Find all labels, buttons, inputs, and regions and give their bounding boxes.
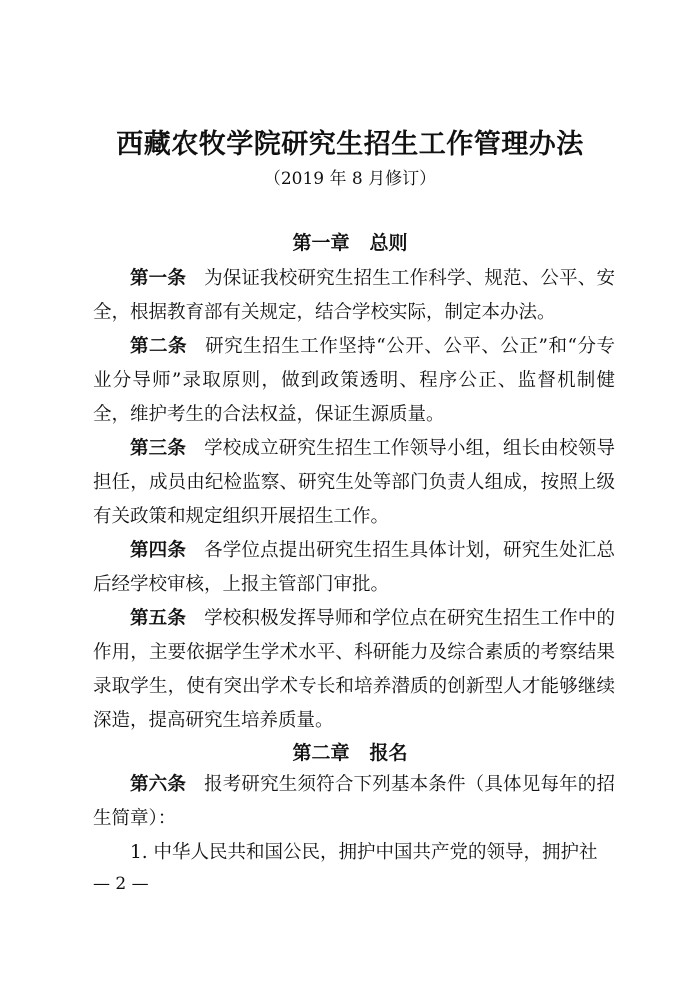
article-label: 第五条: [130, 608, 187, 629]
chapter-number: 第一章: [292, 232, 350, 254]
article-paragraph: [93, 330, 615, 432]
article-label: 第二条: [130, 336, 188, 357]
article-label: 第一条: [130, 268, 187, 289]
article-text: 学校成立研究生招生工作领导小组，组长由校领导担任，成员由纪检监察、研究生处等部门负责人组成，按照上级有关政策和规定组织开展招生工作。: [93, 438, 615, 527]
article-label: 第三条: [130, 438, 187, 459]
article-paragraph: [93, 534, 615, 602]
article-label: 第四条: [130, 540, 187, 561]
chapter-name: 报名: [369, 742, 408, 764]
article-paragraph: [93, 602, 615, 738]
document-subtitle: （2019 年 8 月修订）: [263, 169, 437, 189]
article-text: 研究生招生工作坚持“公开、公平、公正”和“分专业分导师”录取原则，做到政策透明、程序公正、监督机制健全，维护考生的合法权益，保证生源质量。: [93, 336, 615, 425]
article-text: 报考研究生须符合下列基本条件（具体见每年的招生简章）：: [93, 774, 615, 829]
article-text: 学校积极发挥导师和学位点在研究生招生工作中的作用，主要依据学生学术水平、科研能力及综合素质的考察结果录取学生，使有突出学术专长和培养潜质的创新型人才能够继续深造，提高研究生培养质量。: [93, 608, 615, 731]
chapter-heading-1: [0, 228, 700, 255]
article-paragraph: [93, 768, 615, 836]
article-paragraph: [93, 432, 615, 534]
list-item: 1. 中华人民共和国公民，拥护中国共产党的领导，拥护社: [130, 842, 598, 863]
chapter-number: 第二章: [292, 742, 350, 764]
document-title: 西藏农牧学院研究生招生工作管理办法: [116, 129, 584, 160]
chapter-1-body: [93, 262, 615, 738]
chapter-name: 总则: [369, 232, 408, 254]
chapter-heading-2: [0, 738, 700, 765]
article-paragraph: [93, 262, 615, 330]
article-label: 第六条: [130, 774, 187, 795]
article-text: 为保证我校研究生招生工作科学、规范、公平、安全，根据教育部有关规定，结合学校实际，制定本办法。: [93, 268, 615, 323]
chapter-2-body: [93, 768, 615, 870]
article-text: 各学位点提出研究生招生具体计划，研究生处汇总后经学校审核，上报主管部门审批。: [93, 540, 615, 595]
page-number: — 2 —: [93, 874, 149, 894]
